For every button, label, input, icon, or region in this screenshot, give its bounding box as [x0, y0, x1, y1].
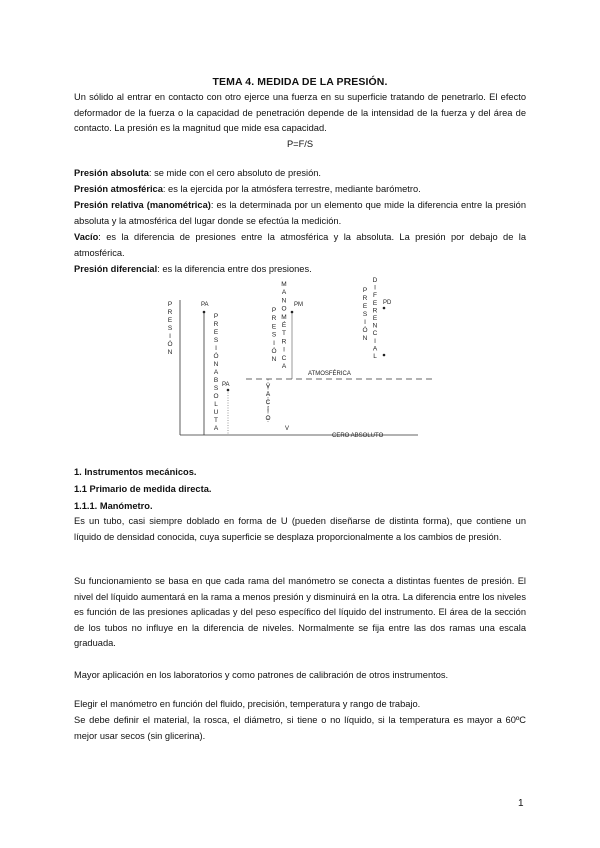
definition-term: Presión relativa (manométrica): [74, 200, 211, 210]
pa-low-point: [227, 389, 230, 392]
vacuum-label: V A C O: [265, 383, 271, 422]
axis-label: P R E S I Ó N: [167, 301, 173, 356]
atmospheric-line-label: ATMOSFÉRICA: [308, 371, 351, 377]
definition-term: Presión diferencial: [74, 264, 158, 274]
formula: P=F/S: [286, 139, 314, 149]
page-title: TEMA 4. MEDIDA DE LA PRESIÓN.: [212, 76, 388, 88]
definition-absolute: [74, 166, 526, 182]
section-heading-1: 1. Instrumentos mecánicos.: [74, 467, 197, 477]
absolute-pressure-label: P R E S I Ó N A B S O L U T A: [213, 313, 219, 432]
pd-top-point: [383, 307, 386, 310]
pd-low-point: [383, 354, 386, 357]
paragraph-manometer-operation: Su funcionamiento se basa en que cada rama del manómetro se conecta a distintas fuentes de presión. El nivel del líquido aumentará en la rama a menos presión y disminuirá en la otra. La diferencia entre los niveles es función de las presiones aplicadas y del peso específico del líquido del instrumento. El área de la sección de los tubos no influye en la diferencia de niveles. Normalmente se fija entre las dos ramas una escala graduada.: [74, 576, 526, 649]
definition-term: Presión absoluta: [74, 168, 149, 178]
paragraph-specification: Se debe definir el material, la rosca, el diámetro, si tiene o no líquido, si la temperatura es mayor a 60ºC mejor usar secos (sin glicerina).: [74, 715, 526, 741]
paragraph-application: Mayor aplicación en los laboratorios y como patrones de calibración de otros instrumentos.: [74, 670, 449, 680]
paragraph-manometer-definition: Es un tubo, casi siempre doblado en forma de U (pueden diseñarse de distinta forma), que contiene un líquido de densidad conocida, cuya superficie se desplaza proporcionalmente a los cambios de presión.: [74, 516, 526, 542]
manometric-pressure-label: P R E S I Ó NM A N O M É T R I C A: [271, 281, 287, 370]
v-label: V: [285, 426, 290, 432]
definition-term: Presión atmosférica: [74, 184, 163, 194]
page-number: 1: [518, 798, 524, 809]
pd-label: PD: [383, 300, 392, 306]
definition-relative: [74, 198, 526, 229]
pressure-diagram: [0, 272, 600, 442]
definition-text: : es la determinada por un elemento que mide la diferencia entre la presión absoluta y la atmosférica del lugar donde se efectúa la medición.: [74, 200, 526, 226]
pm-label: PM: [294, 302, 303, 308]
pa-top-label: PA: [201, 302, 209, 308]
definition-text: : se mide con el cero absoluto de presión.: [148, 168, 322, 178]
zero-line-label: CERO ABSOLUTO: [332, 433, 384, 439]
definition-text: : es la diferencia de presiones entre la atmosférica y la absoluta. La presión por debajo de la atmosférica.: [74, 232, 526, 258]
definition-atmospheric: [74, 182, 526, 198]
paragraph-selection: Elegir el manómetro en función del fluido, precisión, temperatura y rango de trabajo.: [74, 699, 421, 709]
definition-vacuum: [74, 230, 526, 261]
section-heading-1-1-1: 1.1.1. Manómetro.: [74, 501, 153, 511]
intro-paragraph: Un sólido al entrar en contacto con otro ejerce una fuerza en su superficie tratando de penetrarlo. El efecto deformador de la fuerza o la capacidad de penetración depende de la intensidad de la fuerza y del área de contacto. La presión es la magnitud que mide esa capacidad.: [74, 92, 526, 134]
definition-text: : es la ejercida por la atmósfera terrestre, mediante barómetro.: [162, 184, 421, 194]
differential-pressure-label: P R E S I Ó ND I F E R E N C I A L: [362, 277, 378, 360]
pa-top-point: [203, 311, 206, 314]
definition-term: Vacío: [74, 232, 99, 242]
section-heading-1-1: 1.1 Primario de medida directa.: [74, 484, 212, 494]
pm-point: [291, 311, 294, 314]
pa-low-label: PA: [222, 382, 230, 388]
definition-text: : es la diferencia entre dos presiones.: [157, 264, 312, 274]
